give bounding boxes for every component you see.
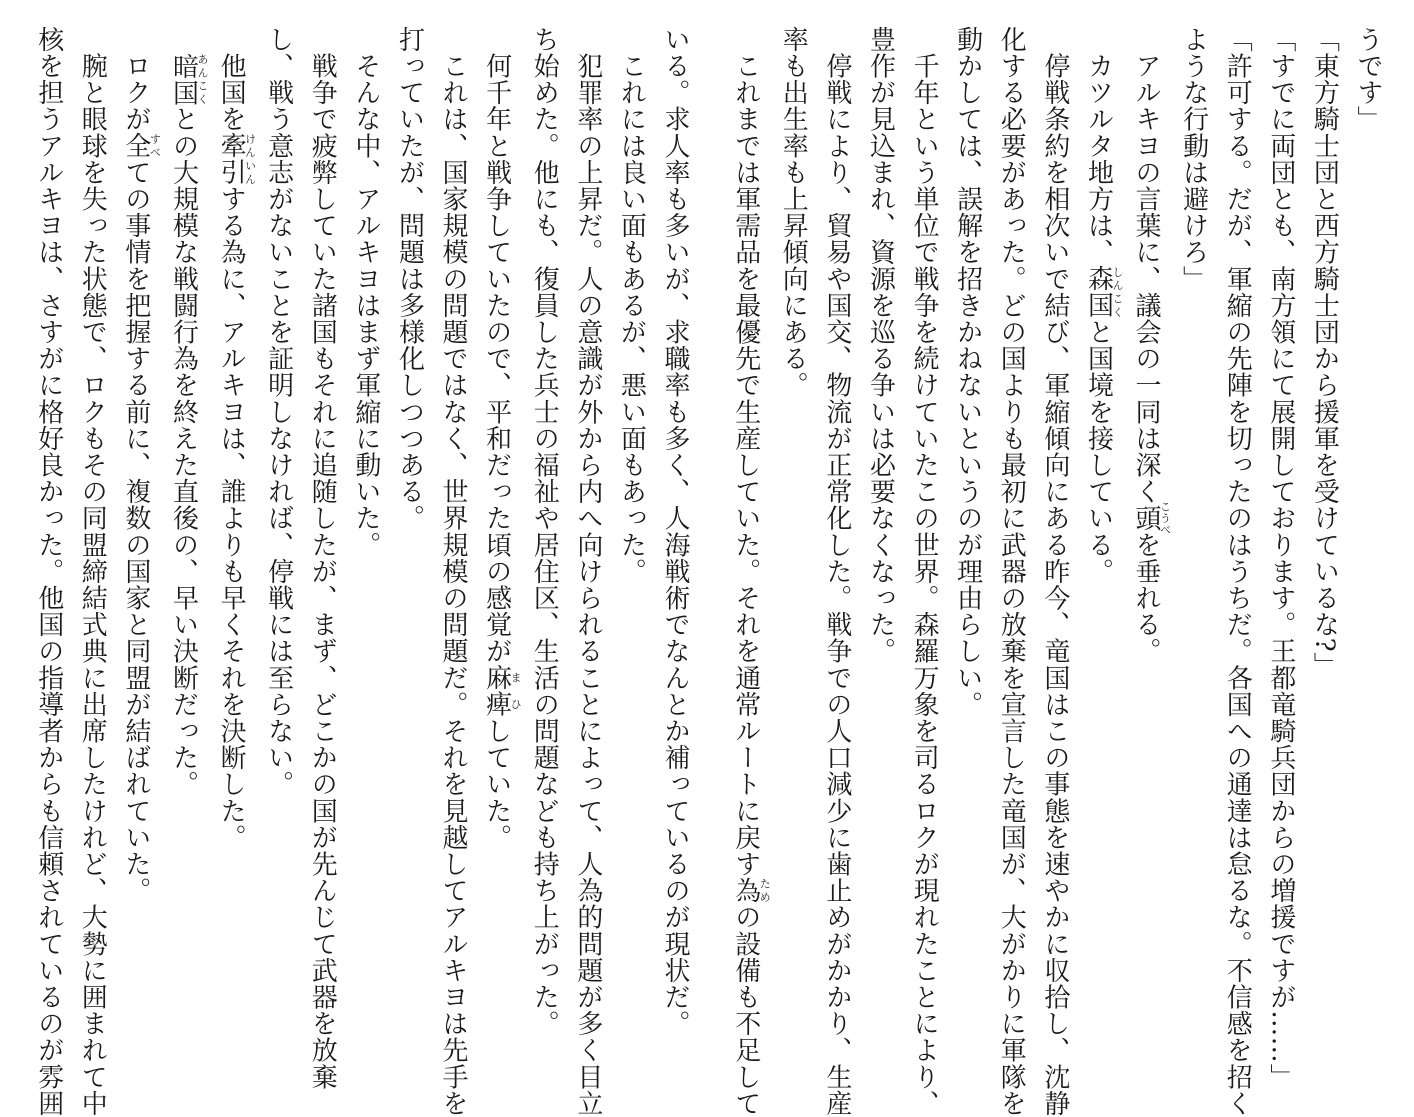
text-segment: 率も出生率も上昇傾向にある。	[778, 26, 809, 399]
text-segment: ような行動は避けろ」	[1178, 26, 1209, 292]
text-segment: と国境を接している。	[1083, 318, 1114, 585]
text-segment: これは、国家規模の問題ではなく、世界規模の問題だ。それを見越してアルキヨは先手を	[438, 26, 469, 1117]
text-segment: 停戦により、貿易や国交、物流が正常化した。戦争での人口減少に歯止めがかかり、生産	[821, 26, 852, 1117]
text-segment: 何千年と戦争していたので、平和だった頃の感覚が	[481, 26, 512, 665]
text-segment: アルキヨの言葉に、議会の一同は深く	[1131, 26, 1162, 505]
text-line	[474, 26, 522, 976]
text-segment: ロクが	[120, 26, 151, 133]
text-segment: 他国を	[216, 26, 247, 133]
text-segment: ての事情を把握する前に、複数の国家と同盟が結ばれていた。	[120, 159, 151, 904]
ruby-annotation	[481, 664, 523, 718]
text-segment: うです」	[1353, 26, 1383, 133]
text-segment: 停戦条約を相次いで結び、軍縮傾向にある昨今、竜国はこの事態を速やかに収拾し、沈静	[1039, 26, 1070, 1117]
ruby-base: 全	[120, 132, 151, 160]
text-line	[522, 26, 566, 1037]
text-line	[208, 26, 256, 976]
text-segment: ち始めた。他にも、復員した兵士の福祉や居住区、生活の問題なども持ち上がった。	[529, 26, 560, 1037]
text-line	[113, 26, 161, 976]
ruby-base: 頭	[1131, 500, 1162, 536]
ruby-reading: ため	[758, 877, 772, 904]
text-segment: 化する必要があった。どの国よりも最初に武器の放棄を宣言した竜国が、大がかりに軍隊を	[996, 26, 1027, 1117]
ruby-base: 森国	[1083, 265, 1114, 319]
text-segment: 「許可する。だが、軍縮の先陣を切ったのはうちだ。各国への通達は怠るな。不信感を招く	[1222, 26, 1253, 1117]
text-segment: との大規模な戦闘行為を終えた直後の、早い決断だった。	[168, 105, 199, 798]
text-line	[814, 26, 858, 1117]
text-segment: カツルタ地方は、	[1083, 26, 1114, 266]
text-segment: 戦争で疲弊していた諸国もそれに追随したが、まず、どこかの国が先んじて武器を放棄	[307, 26, 338, 1090]
ruby-annotation	[1131, 500, 1172, 536]
text-segment: 打っていたが、問題は多様化しつつある。	[394, 26, 425, 532]
text-line	[70, 26, 114, 1117]
ruby-annotation	[730, 877, 772, 904]
text-line	[652, 26, 696, 1037]
ruby-base: 暗国	[168, 52, 199, 106]
text-line	[1345, 26, 1389, 976]
ruby-reading: あんこく	[195, 52, 209, 106]
text-segment: これには良い面もあるが、悪い面もあった。	[616, 26, 647, 585]
text-segment: 豊作が見込まれ、資源を巡る争いは必要なくなった。	[865, 26, 896, 665]
text-segment: 千年という単位で戦争を続けていたこの世界。森羅万象を司るロクが現れたことにより、	[909, 26, 940, 1117]
text-line	[343, 26, 387, 976]
ruby-annotation	[216, 132, 257, 186]
text-line	[989, 26, 1033, 1117]
ruby-reading: すべ	[148, 132, 162, 159]
text-segment: 「東方騎士団と西方騎士団から援軍を受けているな?」	[1309, 26, 1340, 679]
ruby-reading: けんいん	[243, 132, 257, 186]
text-line	[1032, 26, 1076, 1117]
ruby-reading: まひ	[509, 664, 523, 718]
text-line	[430, 26, 474, 1117]
text-segment: 動かしては、誤解を招きかねないというのが理由らしい。	[952, 26, 983, 718]
text-line	[387, 26, 431, 976]
text-line	[300, 26, 344, 1090]
text-segment	[168, 26, 198, 53]
ruby-annotation	[168, 52, 209, 106]
ruby-annotation	[120, 132, 162, 160]
text-line	[1123, 26, 1171, 976]
text-segment: していた。	[481, 717, 512, 851]
ruby-base: 為	[730, 877, 761, 904]
text-segment: 腕と眼球を失った状態で、ロクもその同盟締結式典に出席したけれど、大勢に囲まれて中	[77, 26, 108, 1117]
text-line	[723, 26, 772, 1117]
right-page	[707, 26, 1389, 1117]
text-segment: 「すでに両団とも、南方領にて展開しております。王都竜騎兵団からの増援ですが……」	[1265, 26, 1296, 1090]
text-line	[256, 26, 300, 976]
text-line	[945, 26, 989, 976]
text-line	[1215, 26, 1259, 1117]
ruby-reading: しんこく	[1110, 265, 1124, 319]
left-page	[33, 26, 696, 1117]
text-line	[1171, 26, 1215, 976]
text-segment: 犯罪率の上昇だ。人の意識が外から内へ向けられることによって、人為的問題が多く目立	[572, 26, 603, 1117]
text-segment: これまでは軍需品を最優先で生産していた。それを通常ルートに戻す	[730, 26, 761, 878]
text-segment: 核を担うアルキヨは、さすがに格好良かった。他国の指導者からも信頼されているのが雰囲	[33, 26, 64, 1117]
ruby-base: 麻痺	[481, 664, 512, 718]
text-segment: の設備も不足して	[730, 903, 761, 1117]
text-line	[1258, 26, 1302, 1090]
text-line	[609, 26, 653, 976]
text-line	[26, 26, 70, 1117]
ruby-base: 牽引	[216, 132, 247, 186]
text-line	[1076, 26, 1124, 976]
text-segment: を垂れる。	[1131, 531, 1162, 665]
text-line	[1302, 26, 1346, 976]
ruby-annotation	[1083, 265, 1124, 319]
text-line	[901, 26, 945, 1117]
text-line	[771, 26, 815, 976]
text-line	[161, 26, 209, 976]
left-page-text	[33, 26, 696, 1117]
right-page-text	[707, 26, 1389, 1117]
text-line	[565, 26, 609, 1117]
text-segment: そんな中、アルキヨはまず軍縮に動いた。	[350, 26, 381, 558]
text-segment: し、戦う意志がないことを証明しなければ、停戦には至らない。	[263, 26, 294, 798]
text-line	[858, 26, 902, 976]
text-segment: いる。求人率も多いが、求職率も多く、人海戦術でなんとか補っているのが現状だ。	[660, 26, 690, 1037]
text-segment: する為に、アルキヨは、誰よりも早くそれを決断した。	[216, 185, 247, 851]
ruby-reading: こうべ	[1158, 500, 1172, 536]
